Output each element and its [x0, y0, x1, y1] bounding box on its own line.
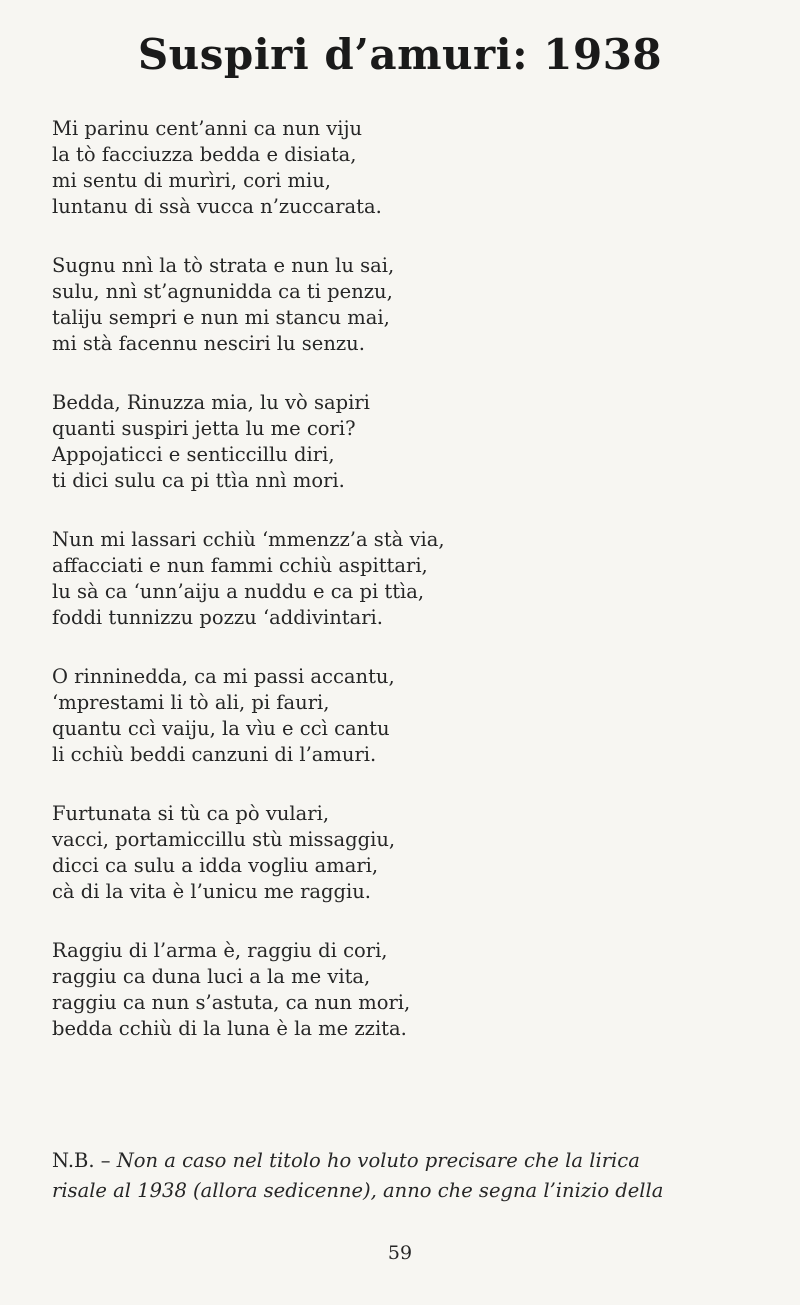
poem-line: vacci, portamiccillu stù missaggiu, [52, 828, 396, 851]
poem-line: luntanu di ssà vucca n’zuccarata. [52, 195, 382, 218]
poem-line: dicci ca sulu a idda vogliu amari, [52, 854, 379, 877]
footnote-text-line-1: Non a caso nel titolo ho voluto precisare che la lirica [116, 1149, 640, 1172]
poem-line: sulu, nnì st’agnunidda ca ti penzu, [52, 280, 393, 303]
footnote-text-line-2: risale al 1938 (allora sedicenne), anno che segna l’inizio della [52, 1179, 664, 1202]
poem-line: O rinninedda, ca mi passi accantu, [52, 665, 395, 688]
stanza-7 [52, 938, 772, 1042]
stanza-2 [52, 253, 772, 357]
stanza-3 [52, 390, 772, 494]
poem-line: raggiu ca nun s’astuta, ca nun mori, [52, 991, 411, 1014]
poem-line: mi sentu di murìri, cori miu, [52, 169, 332, 192]
poem-line: ‘mprestami li tò ali, pi fauri, [52, 691, 330, 714]
poem-line: quantu ccì vaiju, la vìu e ccì cantu [52, 717, 390, 740]
poem-line: Appojaticci e senticcillu diri, [52, 443, 335, 466]
poem-line: affacciati e nun fammi cchiù aspittari, [52, 554, 428, 577]
poem-line: lu sà ca ‘unn’aiju a nuddu e ca pi ttìa, [52, 580, 425, 603]
poem-line: Mi parinu cent’anni ca nun viju [52, 117, 363, 140]
stanza-1 [52, 116, 772, 220]
page-number: 59 [387, 1242, 413, 1264]
footnote-lead: N.B. – [52, 1149, 117, 1172]
footnote [52, 1146, 752, 1206]
poem-line: Raggiu di l’arma è, raggiu di cori, [52, 939, 388, 962]
poem-line: Nun mi lassari cchiù ‘mmenzz’a stà via, [52, 528, 445, 551]
stanza-6 [52, 801, 772, 905]
poem-line: quanti suspiri jetta lu me cori? [52, 417, 356, 440]
poem-line: Bedda, Rinuzza mia, lu vò sapiri [52, 391, 370, 414]
stanza-5 [52, 664, 772, 768]
poem-line: la tò facciuzza bedda e disiata, [52, 143, 357, 166]
poem-line: li cchiù beddi canzuni di l’amuri. [52, 743, 377, 766]
page-title: Suspiri d’amuri: 1938 [137, 30, 663, 79]
poem-line: bedda cchiù di la luna è la me zzita. [52, 1017, 407, 1040]
poem-line: taliju sempri e nun mi stancu mai, [52, 306, 390, 329]
poem-line: cà di la vita è l’unicu me raggiu. [52, 880, 371, 903]
stanza-4 [52, 527, 772, 631]
poem-line: ti dici sulu ca pi ttìa nnì mori. [52, 469, 345, 492]
poem-line: Sugnu nnì la tò strata e nun lu sai, [52, 254, 395, 277]
poem [52, 116, 772, 1075]
poem-line: Furtunata si tù ca pò vulari, [52, 802, 330, 825]
poem-line: mi stà facennu nesciri lu senzu. [52, 332, 365, 355]
poem-line: foddi tunnizzu pozzu ‘addivintari. [52, 606, 383, 629]
poem-line: raggiu ca duna luci a la me vita, [52, 965, 371, 988]
